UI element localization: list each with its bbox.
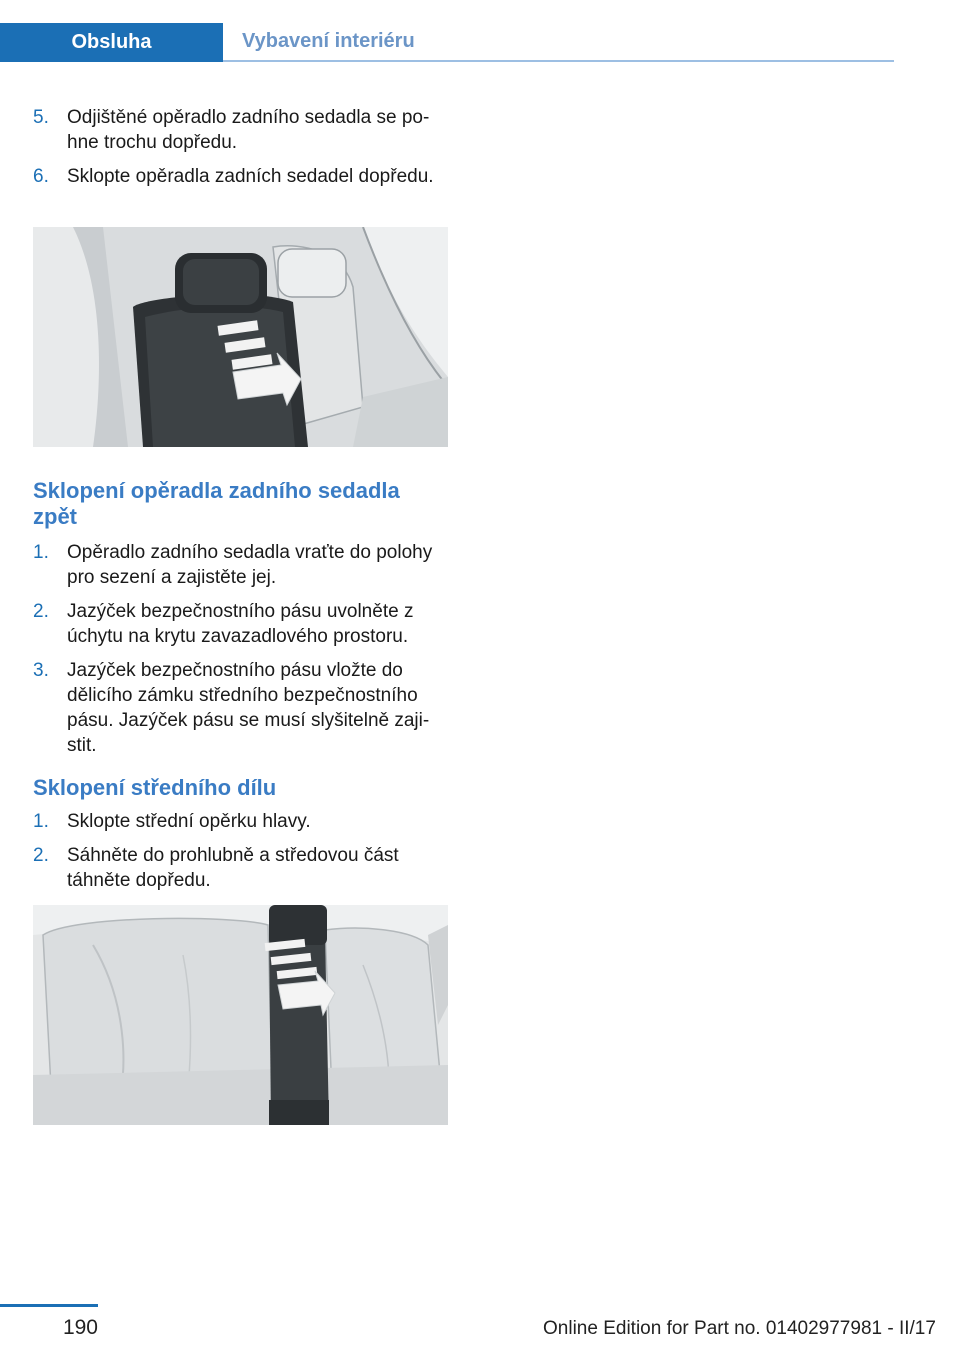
list-item [33, 658, 448, 758]
step-number: 1. [33, 542, 49, 563]
section-center-fold [33, 775, 448, 902]
list-item [33, 809, 448, 834]
step-number: 2. [33, 845, 49, 866]
page-header [0, 0, 894, 62]
header-divider [223, 60, 894, 62]
step-text: Jazýček bezpečnostního pásu vložte do dělicího zámku středního bezpečnostního pásu. Jazýček pásu se musí slyšitelně zajistit. [67, 660, 430, 756]
tab-obsluha[interactable]: Obsluha [0, 23, 223, 62]
tab-vybaveni-interieru[interactable]: Vybavení interiéru [242, 30, 415, 52]
step-text: Jazýček bezpečnostního pásu uvolněte z úchytu na krytu zavazadlového prostoru. [67, 601, 414, 647]
list-item [33, 540, 448, 590]
section-title: Sklopení středního dílu [33, 775, 277, 800]
figure-rear-seat-fold [33, 227, 448, 447]
list-item [33, 599, 448, 649]
figure-center-section [33, 905, 448, 1125]
list-item [33, 164, 448, 189]
edition-text: Online Edition for Part no. 01402977981 - II/17 [543, 1318, 936, 1339]
list-item [33, 843, 448, 893]
step-text: Odjištěné opěradlo zadního sedadla se pohne trochu dopředu. [67, 107, 430, 153]
list-item [33, 105, 448, 155]
step-text: Sklopte opěradla zadních sedadel dopředu. [67, 166, 434, 187]
step-text: Sklopte střední opěrku hlavy. [67, 811, 311, 832]
step-text: Opěradlo zadního sedadla vraťte do polohy pro sezení a zajistěte jej. [67, 542, 433, 588]
section-fold-back [33, 478, 448, 767]
rear-seat-fold-forward-illustration [33, 227, 448, 447]
step-number: 5. [33, 107, 49, 128]
step-number: 2. [33, 601, 49, 622]
footer-divider [0, 1304, 98, 1307]
step-number: 1. [33, 811, 49, 832]
step-text: Sáhněte do prohlubně a středovou část táhněte dopředu. [67, 845, 399, 891]
steps-top [33, 105, 448, 198]
step-number: 3. [33, 660, 49, 681]
step-number: 6. [33, 166, 49, 187]
page-number: 190 [62, 1316, 98, 1339]
section-title: Sklopení opěradla zadního sedadla zpět [33, 478, 400, 529]
center-section-fold-illustration [33, 905, 448, 1125]
